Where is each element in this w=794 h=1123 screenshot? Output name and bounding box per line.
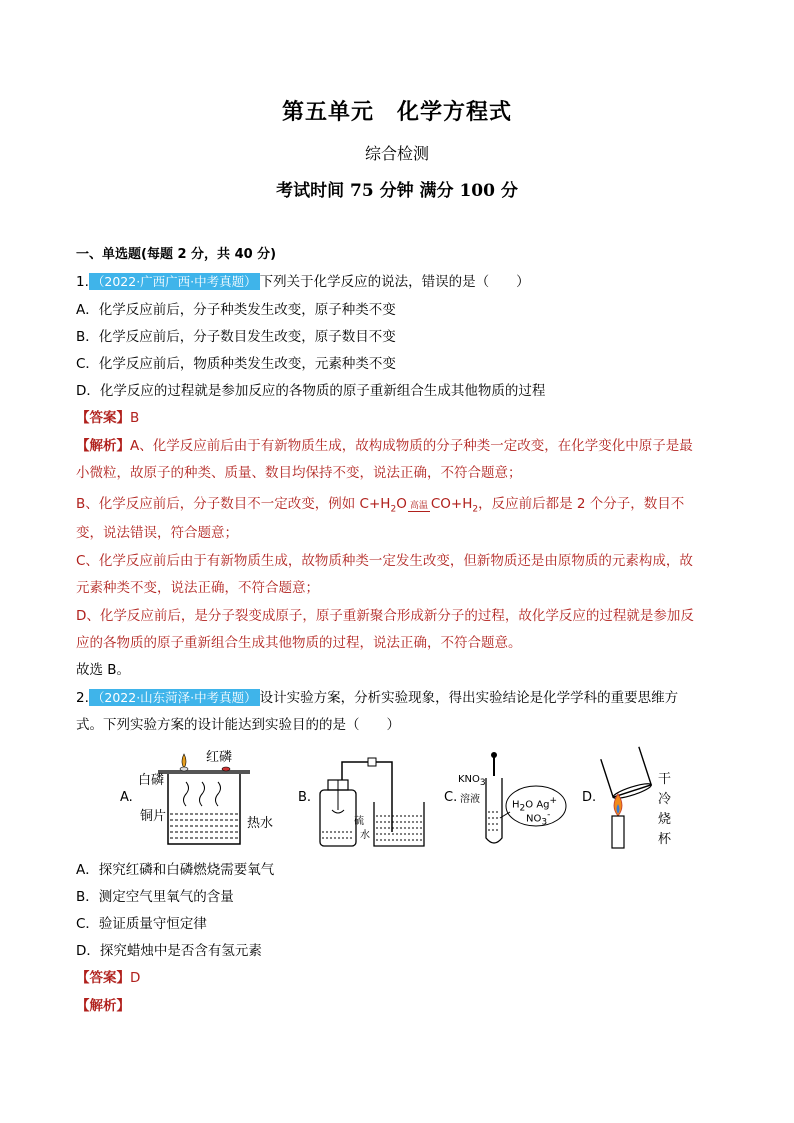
q1-analysis-a1 xyxy=(76,436,736,456)
q2-stem-line1 xyxy=(76,688,736,708)
hot-water-lines xyxy=(170,814,238,838)
q2-source-tag[interactable]: （2022·山东菏泽·中考真题） xyxy=(89,689,260,706)
q1-analysis-c2: 元素种类不变，说法正确，不符合题意； xyxy=(76,580,319,596)
q2-option-d: D．探究蜡烛中是否含有氢元素 xyxy=(76,943,262,959)
steam-1 xyxy=(184,782,189,806)
q2-stem1: 设计实验方案，分析实验现象，得出实验结论是化学学科的重要思维方 xyxy=(259,690,679,706)
q1-b1-sub1: 2 xyxy=(390,504,397,515)
figure-b-apparatus xyxy=(312,752,432,850)
fig-d-label-4: 杯 xyxy=(658,832,672,847)
fig-b-label2: 水 xyxy=(360,830,370,841)
fig-d-letter: D. xyxy=(582,790,597,805)
q1-b1-sub2: 2 xyxy=(472,504,479,515)
fig-c-b1-sup: + xyxy=(549,796,558,806)
q1-number: 1. xyxy=(76,274,89,290)
reaction-condition xyxy=(408,502,430,512)
q1-analysis-a1-text: A、化学反应前后由于有新物质生成，故构成物质的分子种类一定改变，在化学变化中原子是最 xyxy=(130,438,693,454)
fig-b-label1: 硫 xyxy=(354,816,364,827)
q2-option-a: A．探究红磷和白磷燃烧需要氧气 xyxy=(76,862,275,878)
q1-option-d: D．化学反应的过程就是参加反应的各物质的原子重新组合生成其他物质的过程 xyxy=(76,383,546,399)
fig-d-label-3: 烧 xyxy=(658,812,672,827)
fig-c-solution: 溶液 xyxy=(460,794,480,805)
q1-stem-line xyxy=(76,272,736,292)
q1-b1-o: O xyxy=(396,496,407,512)
q1-analysis-d2: 应的各物质的原子重新组合生成其他物质的过程，说法正确，不符合题意。 xyxy=(76,635,522,651)
fig-c-b1-h: H xyxy=(512,799,520,811)
q2-option-b: B．测定空气里氧气的含量 xyxy=(76,889,234,905)
q1-analysis-b1 xyxy=(76,494,736,520)
q1-b1-post: ，反应前后都是 2 个分子，数目不 xyxy=(478,496,685,512)
fig-a-white-p: 白磷 xyxy=(138,773,165,788)
q2-option-c: C．验证质量守恒定律 xyxy=(76,916,207,932)
q1-analysis-a2: 小微粒，故原子的种类、质量、数目均保持不变，说法正确，不符合题意； xyxy=(76,465,522,481)
fig-c-b2-sub: 3 xyxy=(541,817,548,828)
q1-option-b: B．化学反应前后，分子数目发生改变，原子数目不变 xyxy=(76,329,396,345)
fig-c-bubble-line2 xyxy=(526,810,550,827)
q1-b1-mid: CO+H xyxy=(430,496,473,512)
q2-number: 2. xyxy=(76,690,89,706)
steam-2 xyxy=(200,782,205,806)
q1-analysis-c1: C、化学反应前后由于有新物质生成，故物质种类一定发生改变，但新物质还是由原物质的元素构成，故 xyxy=(76,553,693,569)
fig-d-label-1: 干 xyxy=(658,772,672,787)
page-subtitle: 综合检测 xyxy=(364,144,429,163)
q2-answer xyxy=(76,968,736,988)
page-title: 第五单元 化学方程式 xyxy=(281,100,512,125)
test-tube-shape xyxy=(486,778,502,843)
figure-a-apparatus xyxy=(150,748,260,848)
steam-3 xyxy=(216,782,221,806)
q2-stem-line2: 式。下列实验方案的设计能达到实验目的的是（ ） xyxy=(76,717,400,733)
q1-analysis-label: 【解析】 xyxy=(76,438,130,454)
fig-a-letter: A. xyxy=(120,790,133,805)
red-phosphorus-shape xyxy=(222,767,230,771)
fig-b-letter: B. xyxy=(298,790,312,805)
fig-c-b2-no: NO xyxy=(526,813,542,825)
fig-c-letter: C. xyxy=(444,790,458,805)
fig-c-kno3-text: KNO xyxy=(458,774,480,785)
q1-answer-value: B xyxy=(130,410,140,426)
cold-beaker-shape xyxy=(601,747,652,801)
q1-b1-pre: B、化学反应前后，分子数目不一定改变，例如 C+H xyxy=(76,496,391,512)
q1-option-a: A．化学反应前后，分子种类发生改变，原子种类不变 xyxy=(76,302,396,318)
q1-source-tag[interactable]: （2022·广西广西·中考真题） xyxy=(89,273,260,290)
fig-a-copper: 铜片 xyxy=(140,809,167,824)
fig-c-b1-sub: 2 xyxy=(519,803,526,814)
fig-c-b1-rest: O Ag xyxy=(525,799,550,811)
exam-info: 考试时间 75 分钟 满分 100 分 xyxy=(276,181,518,201)
beaker-b-water xyxy=(376,816,422,840)
fig-d-label-2: 冷 xyxy=(658,792,672,807)
q1-answer xyxy=(76,408,736,428)
fig-c-kno3 xyxy=(458,774,486,788)
q1-analysis-b2: 变，说法错误，符合题意； xyxy=(76,525,238,541)
flame-icon xyxy=(182,754,186,768)
bottle-b-water xyxy=(322,832,354,838)
figure-d-apparatus xyxy=(596,742,652,850)
section-heading: 一、单选题(每题 2 分，共 40 分) xyxy=(76,247,277,262)
q1-answer-label: 【答案】 xyxy=(76,410,130,426)
fig-a-hot-water: 热水 xyxy=(247,816,274,831)
q2-answer-value: D xyxy=(130,970,141,986)
fig-a-red-p: 红磷 xyxy=(206,750,233,765)
copper-plate-shape xyxy=(158,770,250,774)
q1-stem: 下列关于化学反应的说法，错误的是（ ） xyxy=(259,274,530,290)
fig-c-b2-sup: - xyxy=(547,810,551,820)
q1-conclusion: 故选 B。 xyxy=(76,662,131,678)
reaction-condition-text: 高温 xyxy=(409,501,428,511)
q1-analysis-d1: D、化学反应前后，是分子裂变成原子，原子重新聚合形成新分子的过程，故化学反应的过程就是参加反 xyxy=(76,608,694,624)
q2-answer-label: 【答案】 xyxy=(76,970,130,986)
q2-analysis-label: 【解析】 xyxy=(76,998,130,1014)
candle-shape xyxy=(612,816,624,848)
beaker-b-shape xyxy=(374,802,424,846)
fig-c-kno3-sub: 3 xyxy=(479,778,486,788)
q1-option-c: C．化学反应前后，物质种类发生改变，元素种类不变 xyxy=(76,356,396,372)
